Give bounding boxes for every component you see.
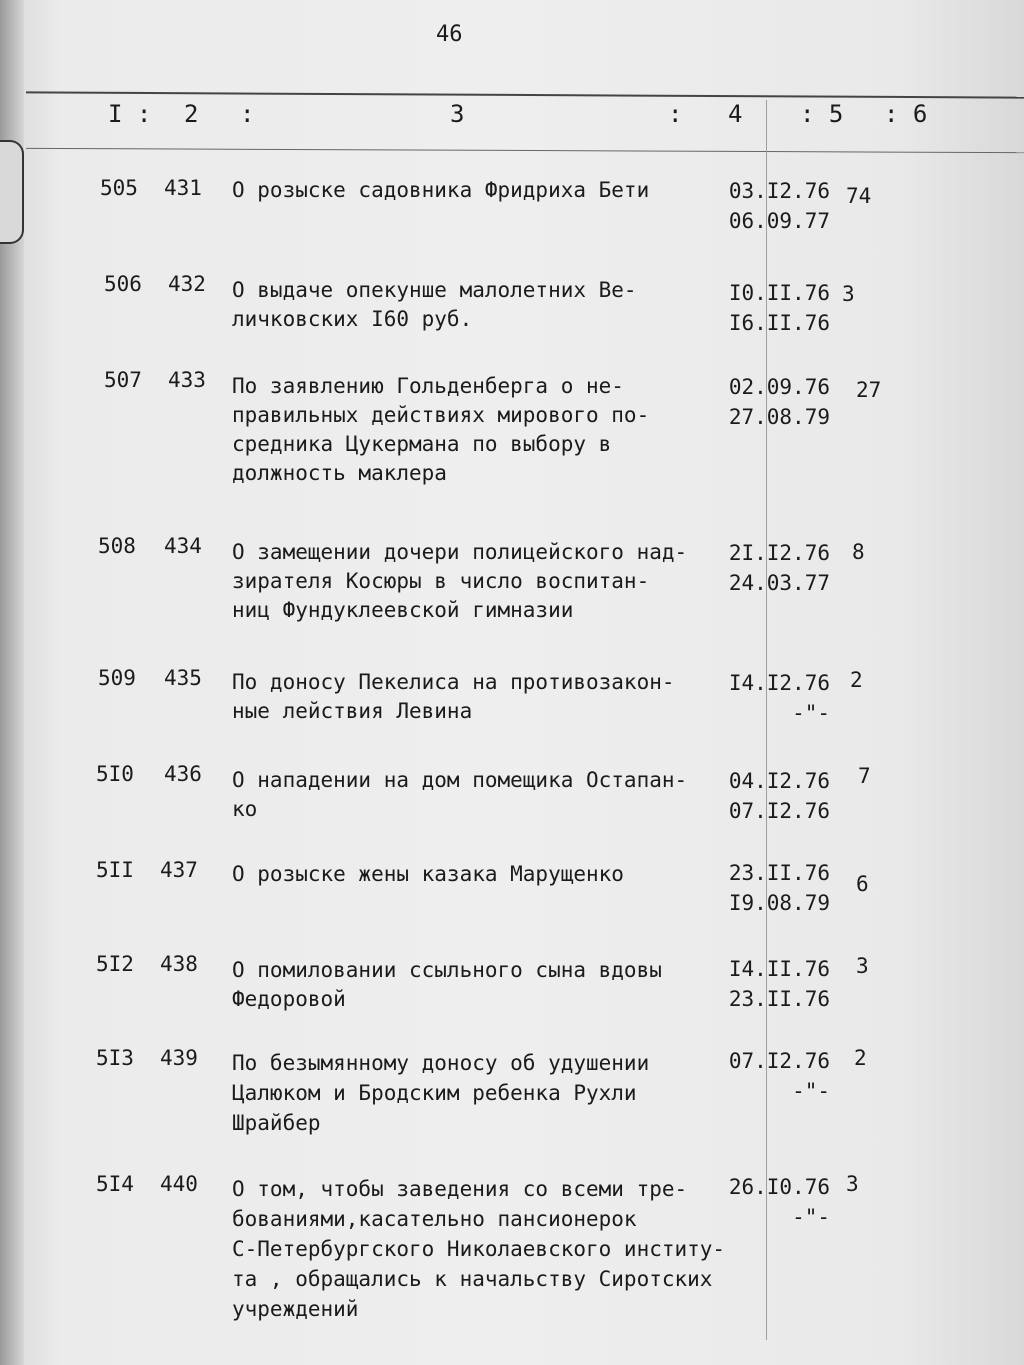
- case-title: О том, чтобы заведения со всеми тре- бованиями,касательно пансионерок С-Петербургского Николаевского институ- та , обращались к начальству Сиротских учреждений: [232, 1177, 726, 1321]
- page-count: 27: [856, 378, 882, 402]
- case-dates: I4.I2.76 -"-: [728, 671, 830, 725]
- case-dates: I4.II.76 23.II.76: [728, 957, 830, 1011]
- case-title: О выдаче опекунше малолетних Ве- личковских I60 руб.: [232, 278, 637, 331]
- entry-number: 509: [98, 666, 136, 690]
- page-count: 7: [858, 764, 871, 788]
- case-number: 434: [164, 534, 202, 558]
- header-col-1: I :: [108, 100, 152, 128]
- case-number: 432: [168, 272, 206, 296]
- case-title: По заявлению Гольденберга о не- правильных действиях мирового по- средника Цукермана по выбору в должность маклера: [232, 374, 650, 485]
- page-count: 74: [846, 184, 872, 208]
- page-count: 3: [856, 954, 869, 978]
- page-count: 2: [854, 1046, 867, 1070]
- header-col-6: : 6: [884, 100, 928, 128]
- entry-number: 5I4: [96, 1172, 134, 1196]
- entry-number: 5I0: [96, 762, 134, 786]
- case-title: По безымянному доносу об удушении Цалюком и Бродским ребенка Рухли Шрайбер: [232, 1051, 650, 1135]
- page-count: 3: [846, 1172, 859, 1196]
- entry-number: 5I3: [96, 1046, 134, 1070]
- case-title: О замещении дочери полицейского над- зирателя Косюры в число воспитан- ниц Фундуклеевской гимназии: [232, 540, 688, 622]
- header-col-3: 3: [450, 100, 465, 128]
- header-sep: :: [240, 100, 255, 128]
- case-title: О розыске садовника Фридриха Бети: [232, 178, 650, 202]
- header-col-4: 4: [728, 100, 743, 128]
- case-dates: 04.I2.76 07.I2.76: [728, 769, 830, 823]
- entry-number: 508: [98, 534, 136, 558]
- entry-number: 507: [104, 368, 142, 392]
- case-number: 435: [164, 666, 202, 690]
- entry-number: 506: [104, 272, 142, 296]
- header-sep: :: [668, 100, 683, 128]
- header-bottom-rule: [26, 148, 1024, 153]
- case-number: 433: [168, 368, 206, 392]
- page-number: 46: [436, 22, 463, 47]
- case-dates: 02.09.76 27.08.79: [728, 375, 830, 429]
- header-col-2: 2: [184, 100, 199, 128]
- case-title: О помиловании ссыльного сына вдовы Федоровой: [232, 958, 662, 1011]
- entry-number: 5I2: [96, 952, 134, 976]
- case-dates: I0.II.76 I6.II.76: [728, 281, 830, 335]
- case-number: 440: [160, 1172, 198, 1196]
- case-number: 436: [164, 762, 202, 786]
- case-number: 439: [160, 1046, 198, 1070]
- case-number: 431: [164, 176, 202, 200]
- page-count: 6: [856, 872, 869, 896]
- case-dates: 2I.I2.76 24.03.77: [728, 541, 830, 595]
- side-stamp: [0, 140, 24, 244]
- case-dates: 26.I0.76 -"-: [728, 1175, 830, 1229]
- case-number: 438: [160, 952, 198, 976]
- header-col-5: : 5: [800, 100, 844, 128]
- case-dates: 23.II.76 I9.08.79: [728, 861, 830, 915]
- case-number: 437: [160, 858, 198, 882]
- entry-number: 5II: [96, 858, 134, 882]
- case-dates: 07.I2.76 -"-: [728, 1049, 830, 1103]
- header-top-rule: [26, 91, 1024, 98]
- case-title: По доносу Пекелиса на противозакон- ные лействия Левина: [232, 670, 675, 723]
- page-count: 3: [842, 282, 855, 306]
- case-title: О розыске жены казака Марущенко: [232, 862, 624, 886]
- entry-number: 505: [100, 176, 138, 200]
- case-dates: 03.I2.76 06.09.77: [728, 179, 830, 233]
- page-count: 8: [852, 540, 865, 564]
- case-title: О нападении на дом помещика Остапан- ко: [232, 768, 688, 821]
- page-count: 2: [850, 668, 863, 692]
